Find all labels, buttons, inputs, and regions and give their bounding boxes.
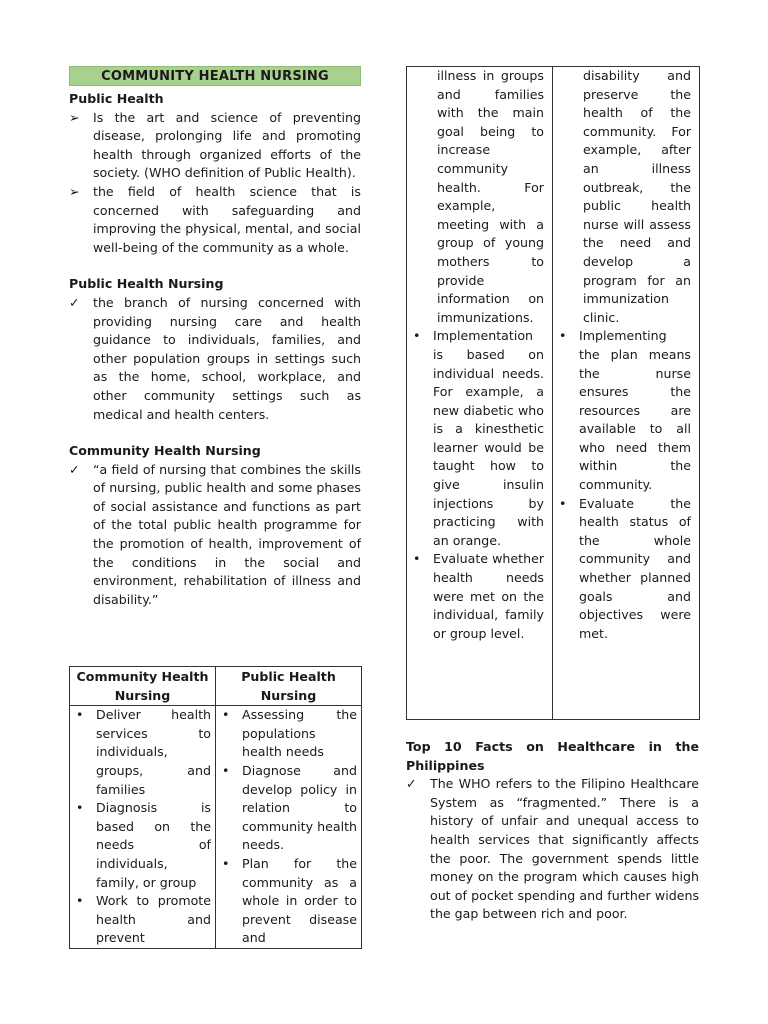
community-health-nursing-list bbox=[69, 461, 361, 610]
bullet-icon: • bbox=[76, 893, 84, 909]
list-item: ✓ the branch of nursing concerned with providing nursing care and health guidance to individuals, families, and other population groups in settings such as the home, school, workplace, and other community settings such as medical and health centers. bbox=[69, 294, 361, 422]
continued-text: disability and preserve the health of the community. For example, after an illness outbreak, the public health nurse will assess the need and develop a program for an immunization clinic. bbox=[583, 68, 691, 325]
table-row bbox=[70, 706, 362, 949]
community-health-nursing-heading: Community Health Nursing bbox=[69, 443, 261, 459]
public-health-nursing-heading: Public Health Nursing bbox=[69, 276, 224, 292]
bullet-icon: • bbox=[76, 707, 84, 723]
list-item: • Diagnosis is based on the needs of individuals, family, or group bbox=[76, 800, 211, 890]
public-health-nursing-list bbox=[69, 294, 361, 424]
checkmark-icon: ✓ bbox=[69, 294, 80, 310]
bullet-icon: • bbox=[222, 762, 230, 778]
list-item: • Diagnose and develop policy in relation to community health needs. bbox=[222, 762, 357, 853]
facts-heading: Top 10 Facts on Healthcare in the Philippines bbox=[406, 739, 699, 773]
list-item: • Work to promote health and prevent bbox=[76, 893, 211, 946]
list-item: • Evaluate whether health needs were met on the individual, family or group level. bbox=[413, 551, 544, 641]
table-cell bbox=[216, 706, 362, 949]
arrow-bullet-icon: ➢ bbox=[69, 183, 80, 199]
table-cell bbox=[553, 67, 700, 720]
bullet-icon: • bbox=[222, 855, 230, 871]
list-item: ➢ the field of health science that is concerned with safeguarding and improving the physical, mental, and social well-being of the community as a whole. bbox=[69, 183, 361, 255]
list-item: • Deliver health services to individuals, groups, and families bbox=[76, 707, 211, 797]
bullet-icon: • bbox=[76, 800, 84, 816]
list-item: ✓ “a field of nursing that combines the skills of nursing, public health and some phases of social assistance and functions as part of the total public health programme for the promotion of health, improvement of the conditions in the social and environment, rehabilitation of illness and disability.” bbox=[69, 461, 361, 607]
left-column bbox=[69, 66, 361, 609]
table-header-row bbox=[70, 667, 362, 706]
comparison-table bbox=[69, 666, 362, 949]
bullet-icon: • bbox=[413, 551, 421, 567]
checkmark-icon: ✓ bbox=[406, 776, 417, 792]
list-item: ➢ Is the art and science of preventing disease, prolonging life and promoting health through organized efforts of the society. (WHO definition of Public Health). bbox=[69, 109, 361, 181]
checkmark-icon: ✓ bbox=[69, 461, 80, 477]
table-cell bbox=[407, 67, 553, 720]
page-title: COMMUNITY HEALTH NURSING bbox=[69, 66, 361, 86]
table-header-cell: Public Health Nursing bbox=[216, 667, 362, 706]
list-item: ✓ The WHO refers to the Filipino Healthcare System as “fragmented.” There is a history of unfair and unequal access to health services that significantly affects the poor. The government spends little money on the program which causes high out of pocket spending and further widens the gap between rich and poor. bbox=[406, 776, 699, 922]
bullet-icon: • bbox=[413, 328, 421, 344]
table-cell bbox=[70, 706, 216, 949]
list-item: • Evaluate the health status of the whole community and whether planned goals and objectives were met. bbox=[559, 495, 691, 641]
facts-section bbox=[406, 738, 699, 924]
arrow-bullet-icon: ➢ bbox=[69, 109, 80, 125]
list-item: • Implementing the plan means the nurse ensures the resources are available to all who need them within the community. bbox=[559, 328, 691, 493]
list-item: • Plan for the community as a whole in order to prevent disease and bbox=[222, 855, 357, 946]
table-header-cell: Community Health Nursing bbox=[70, 667, 216, 706]
bullet-icon: • bbox=[559, 328, 567, 344]
list-item: • Assessing the populations health needs bbox=[222, 707, 357, 760]
continued-text: illness in groups and families with the main goal being to increase community health. For example, meeting with a group of young mothers to provide information on immunizations. bbox=[437, 68, 544, 325]
facts-list bbox=[406, 775, 699, 924]
list-item: • Implementation is based on individual needs. For example, a new diabetic who is a kinesthetic learner would be taught how to give insulin injections by practicing with an orange. bbox=[413, 328, 544, 548]
comparison-table-continued bbox=[406, 66, 700, 720]
table-row bbox=[407, 67, 700, 720]
public-health-heading: Public Health bbox=[69, 91, 164, 106]
bullet-icon: • bbox=[222, 707, 230, 723]
bullet-icon: • bbox=[559, 495, 567, 511]
public-health-list bbox=[69, 109, 361, 258]
